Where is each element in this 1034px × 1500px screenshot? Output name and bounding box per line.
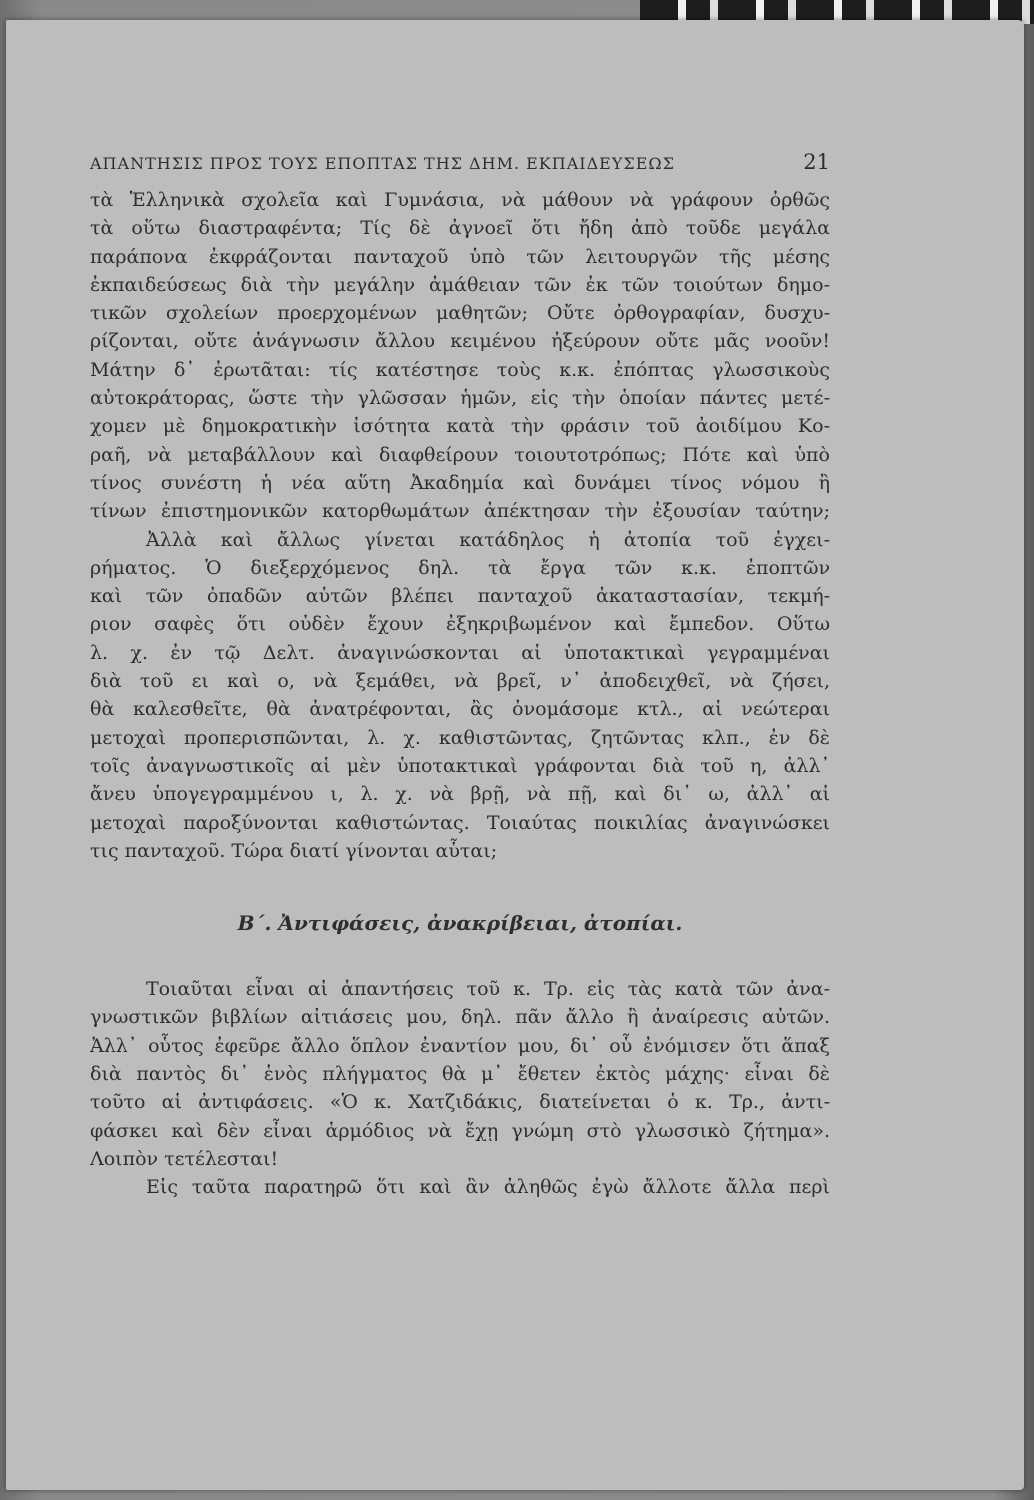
page-number: 21 xyxy=(803,150,830,174)
text-line: μετοχαὶ παροξύνονται καθιστώντας. Τοιαύτας ποικιλίας ἀναγινώσκει xyxy=(90,811,830,834)
text-line: Τοιαῦται εἶναι αἱ ἀπαντήσεις τοῦ κ. Τρ. εἰς τὰς κατὰ τῶν ἀνα- xyxy=(146,978,830,1001)
text-line: ριον σαφὲς ὅτι οὐδὲν ἔχουν ἐξηκριβωμένον καὶ ἔμπεδον. Οὕτω xyxy=(90,613,830,636)
text-line: χομεν μὲ δημοκρατικὴν ἰσότητα κατὰ τὴν φράσιν τοῦ ἀοιδίμου Κο- xyxy=(90,415,830,438)
text-line: φάσκει καὶ δὲν εἶναι ἁρμόδιος νὰ ἔχῃ γνώμη στὸ γλωσσικὸ ζήτημα». xyxy=(90,1119,830,1142)
text-line: ἄνευ ὑπογεγραμμένου ι, λ. χ. νὰ βρῇ, νὰ πῇ, καὶ δι᾽ ω, ἀλλ᾽ αἱ xyxy=(90,783,830,806)
paragraph-4 xyxy=(90,1173,830,1201)
text-line: μετοχαὶ προπερισπῶνται, λ. χ. καθιστῶντας, ζητῶντας κλπ., ἐν δὲ xyxy=(90,726,830,749)
text-line: τὰ οὕτω διαστραφέντα; Τίς δὲ ἀγνοεῖ ὅτι ἤδη ἀπὸ τοῦδε μεγάλα xyxy=(90,217,830,240)
text-line: διὰ παντὸς δι᾽ ἑνὸς πλήγματος θὰ μ᾽ ἔθετεν ἐκτὸς μάχης· εἶναι δὲ xyxy=(90,1063,830,1086)
text-line: Λοιπὸν τετέλεσται! xyxy=(90,1147,279,1170)
text-line: ρίζονται, οὔτε ἀνάγνωσιν ἄλλου κειμένου ἠξεύρουν οὔτε μᾶς νοοῦν! xyxy=(90,330,830,353)
text-line: γνωστικῶν βιβλίων αἰτιάσεις μου, δηλ. πᾶν ἄλλο ἢ ἀναίρεσις αὐτῶν. xyxy=(90,1006,830,1029)
text-line: Ἀλλὰ καὶ ἄλλως γίνεται κατάδηλος ἡ ἀτοπία τοῦ ἐγχει- xyxy=(146,528,830,551)
text-line: ραῆ, νὰ μεταβάλλουν καὶ διαφθείρουν τοιουτοτρόπως; Πότε καὶ ὑπὸ xyxy=(90,443,830,466)
text-line: τίνων ἐπιστημονικῶν κατορθωμάτων ἀπέκτησαν τὴν ἐξουσίαν ταύτην; xyxy=(90,500,830,523)
paragraph-1 xyxy=(90,186,830,526)
text-line: Εἰς ταῦτα παρατηρῶ ὅτι καὶ ἂν ἀληθῶς ἐγὼ ἄλλοτε ἄλλα περὶ xyxy=(146,1176,830,1199)
text-line: τοῦτο αἱ ἀντιφάσεις. «Ὁ κ. Χατζιδάκις, διατείνεται ὁ κ. Τρ., ἀντι- xyxy=(90,1091,830,1114)
text-line: τίνος συνέστη ἡ νέα αὕτη Ἀκαδημία καὶ δυνάμει τίνος νόμου ἢ xyxy=(90,471,830,494)
running-head-title: ΑΠΑΝΤΗΣΙΣ ΠΡΟΣ ΤΟΥΣ ΕΠΟΠΤΑΣ ΤΗΣ ΔΗΜ. ΕΚΠΑΙΔΕΥΣΕΩΣ xyxy=(90,154,675,173)
running-head xyxy=(90,150,830,174)
text-line: τοῖς ἀναγνωστικοῖς αἱ μὲν ὑποτακτικαὶ γράφονται διὰ τοῦ η, ἀλλ᾽ xyxy=(90,754,830,777)
text-line: παράπονα ἐκφράζονται πανταχοῦ ὑπὸ τῶν λειτουργῶν τῆς μέσης xyxy=(90,245,830,268)
page-content xyxy=(90,150,830,1202)
text-line: αὐτοκράτορας, ὥστε τὴν γλῶσσαν ἡμῶν, εἰς τὴν ὁποίαν πάντες μετέ- xyxy=(90,387,830,410)
text-line: θὰ καλεσθεῖτε, θὰ ἀνατρέφονται, ἂς ὀνομάσομε κτλ., αἱ νεώτεραι xyxy=(90,698,830,721)
paragraph-2 xyxy=(90,526,830,866)
text-line: λ. χ. ἐν τῷ Δελτ. ἀναγινώσκονται αἱ ὑποτακτικαὶ γεγραμμέναι xyxy=(90,641,830,664)
paragraph-3 xyxy=(90,975,830,1173)
text-line: καὶ τῶν ὀπαδῶν αὐτῶν βλέπει πανταχοῦ ἀκαταστασίαν, τεκμή- xyxy=(90,585,830,608)
text-line: τις πανταχοῦ. Τώρα διατί γίνονται αὗται; xyxy=(90,839,498,862)
text-line: τὰ Ἑλληνικὰ σχολεῖα καὶ Γυμνάσια, νὰ μάθουν νὰ γράφουν ὀρθῶς xyxy=(90,189,830,211)
text-line: Μάτην δ᾽ ἐρωτᾶται: τίς κατέστησε τοὺς κ.κ. ἐπόπτας γλωσσικοὺς xyxy=(90,358,830,381)
text-line: ρήματος. Ὁ διεξερχόμενος δηλ. τὰ ἔργα τῶν κ.κ. ἐποπτῶν xyxy=(90,556,830,579)
book-page xyxy=(6,20,1024,1490)
section-heading: Β΄. Ἀντιφάσεις, ἀνακρίβειαι, ἀτοπίαι. xyxy=(237,911,683,936)
text-line: διὰ τοῦ ει καὶ ο, νὰ ξεμάθει, νὰ βρεῖ, ν᾽ ἀποδειχθεῖ, νὰ ζήσει, xyxy=(90,670,830,693)
text-line: τικῶν σχολείων προερχομένων μαθητῶν; Οὔτε ὀρθογραφίαν, δυσχυ- xyxy=(90,302,830,325)
text-line: ἐκπαιδεύσεως διὰ τὴν μεγάλην ἀμάθειαν τῶν ἐκ τῶν τοιούτων δημο- xyxy=(90,273,830,296)
text-line: Ἀλλ᾽ οὗτος ἐφεῦρε ἄλλο ὅπλον ἐναντίον μου, δι᾽ οὗ ἐνόμισεν ὅτι ἅπαξ xyxy=(90,1034,830,1057)
